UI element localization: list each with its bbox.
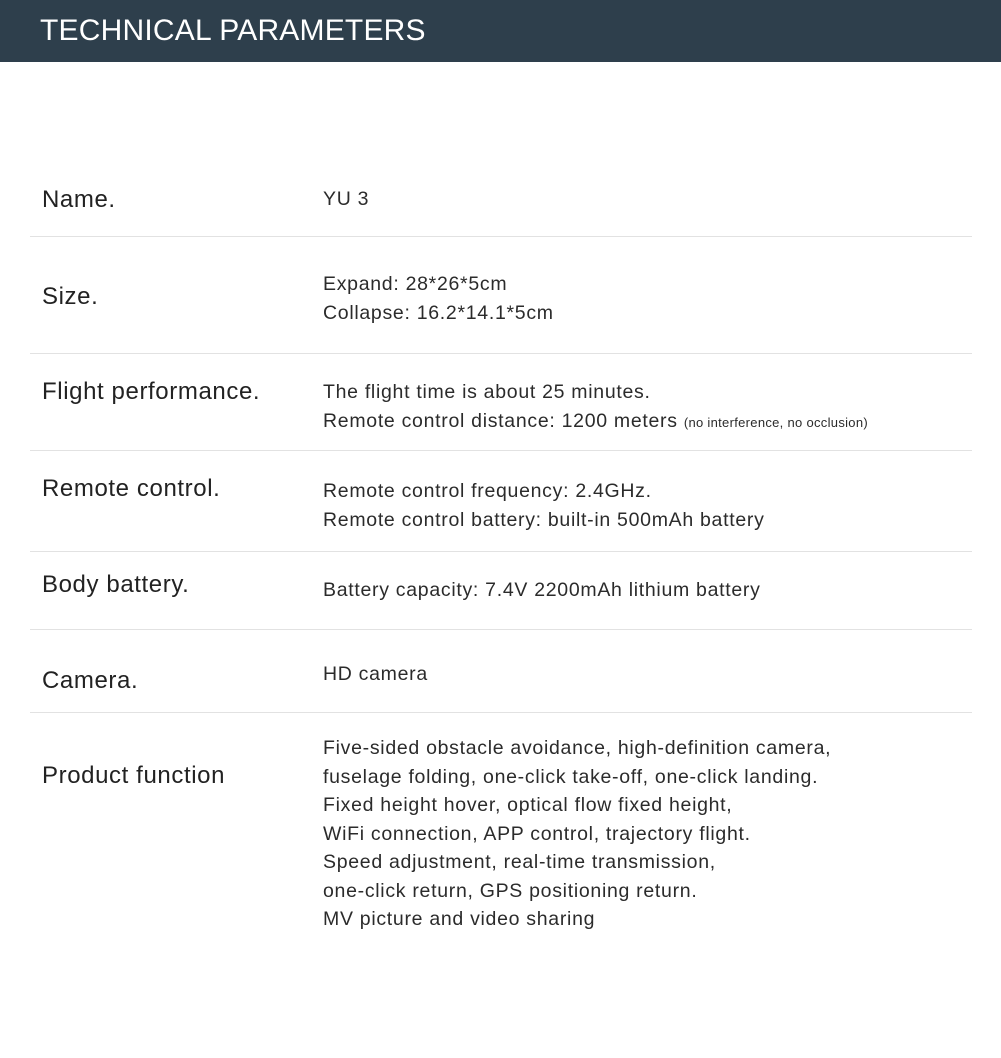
row-label-size: Size. [42, 283, 99, 310]
value-line: YU 3 [323, 188, 370, 210]
row-label-remote-control: Remote control. [42, 475, 221, 502]
value-line: The flight time is about 25 minutes. [323, 381, 651, 403]
row-divider [30, 450, 972, 451]
value-line: Battery capacity: 7.4V 2200mAh lithium battery [323, 579, 761, 601]
value-line: Remote control battery: built-in 500mAh battery [323, 508, 765, 531]
row-value-camera [323, 660, 428, 689]
value-line: Five-sided obstacle avoidance, high-definition camera, [323, 737, 832, 759]
header-bar [0, 0, 1001, 62]
row-value-remote-control [323, 477, 765, 534]
row-label-body-battery: Body battery. [42, 571, 190, 598]
value-line: MV picture and video sharing [323, 908, 596, 930]
value-text: Remote control distance: 1200 meters [323, 409, 678, 432]
value-line [323, 407, 868, 438]
page-title: TECHNICAL PARAMETERS [40, 14, 426, 47]
row-label-flight-performance: Flight performance. [42, 378, 261, 405]
value-line: one-click return, GPS positioning return. [323, 879, 698, 902]
row-label-product-function: Product function [42, 762, 226, 789]
row-value-flight-performance [323, 378, 868, 437]
row-value-size [323, 270, 554, 327]
value-line: WiFi connection, APP control, trajectory flight. [323, 822, 751, 845]
value-note: (no interference, no occlusion) [683, 414, 868, 430]
row-divider [30, 353, 972, 354]
row-label-camera: Camera. [42, 667, 139, 694]
row-label-name: Name. [42, 186, 116, 213]
row-divider [30, 629, 972, 630]
value-line: Expand: 28*26*5cm [323, 273, 508, 295]
value-line: fuselage folding, one-click take-off, one-click landing. [323, 765, 819, 788]
row-value-body-battery [323, 576, 761, 605]
value-line: HD camera [323, 663, 428, 685]
value-line: Collapse: 16.2*14.1*5cm [323, 301, 554, 324]
row-value-name [323, 185, 369, 214]
row-value-product-function [323, 734, 831, 934]
row-divider [30, 712, 972, 713]
value-line: Remote control frequency: 2.4GHz. [323, 480, 652, 502]
row-divider [30, 236, 972, 237]
value-line: Fixed height hover, optical flow fixed height, [323, 794, 733, 816]
row-divider [30, 551, 972, 552]
value-line: Speed adjustment, real-time transmission, [323, 851, 716, 873]
